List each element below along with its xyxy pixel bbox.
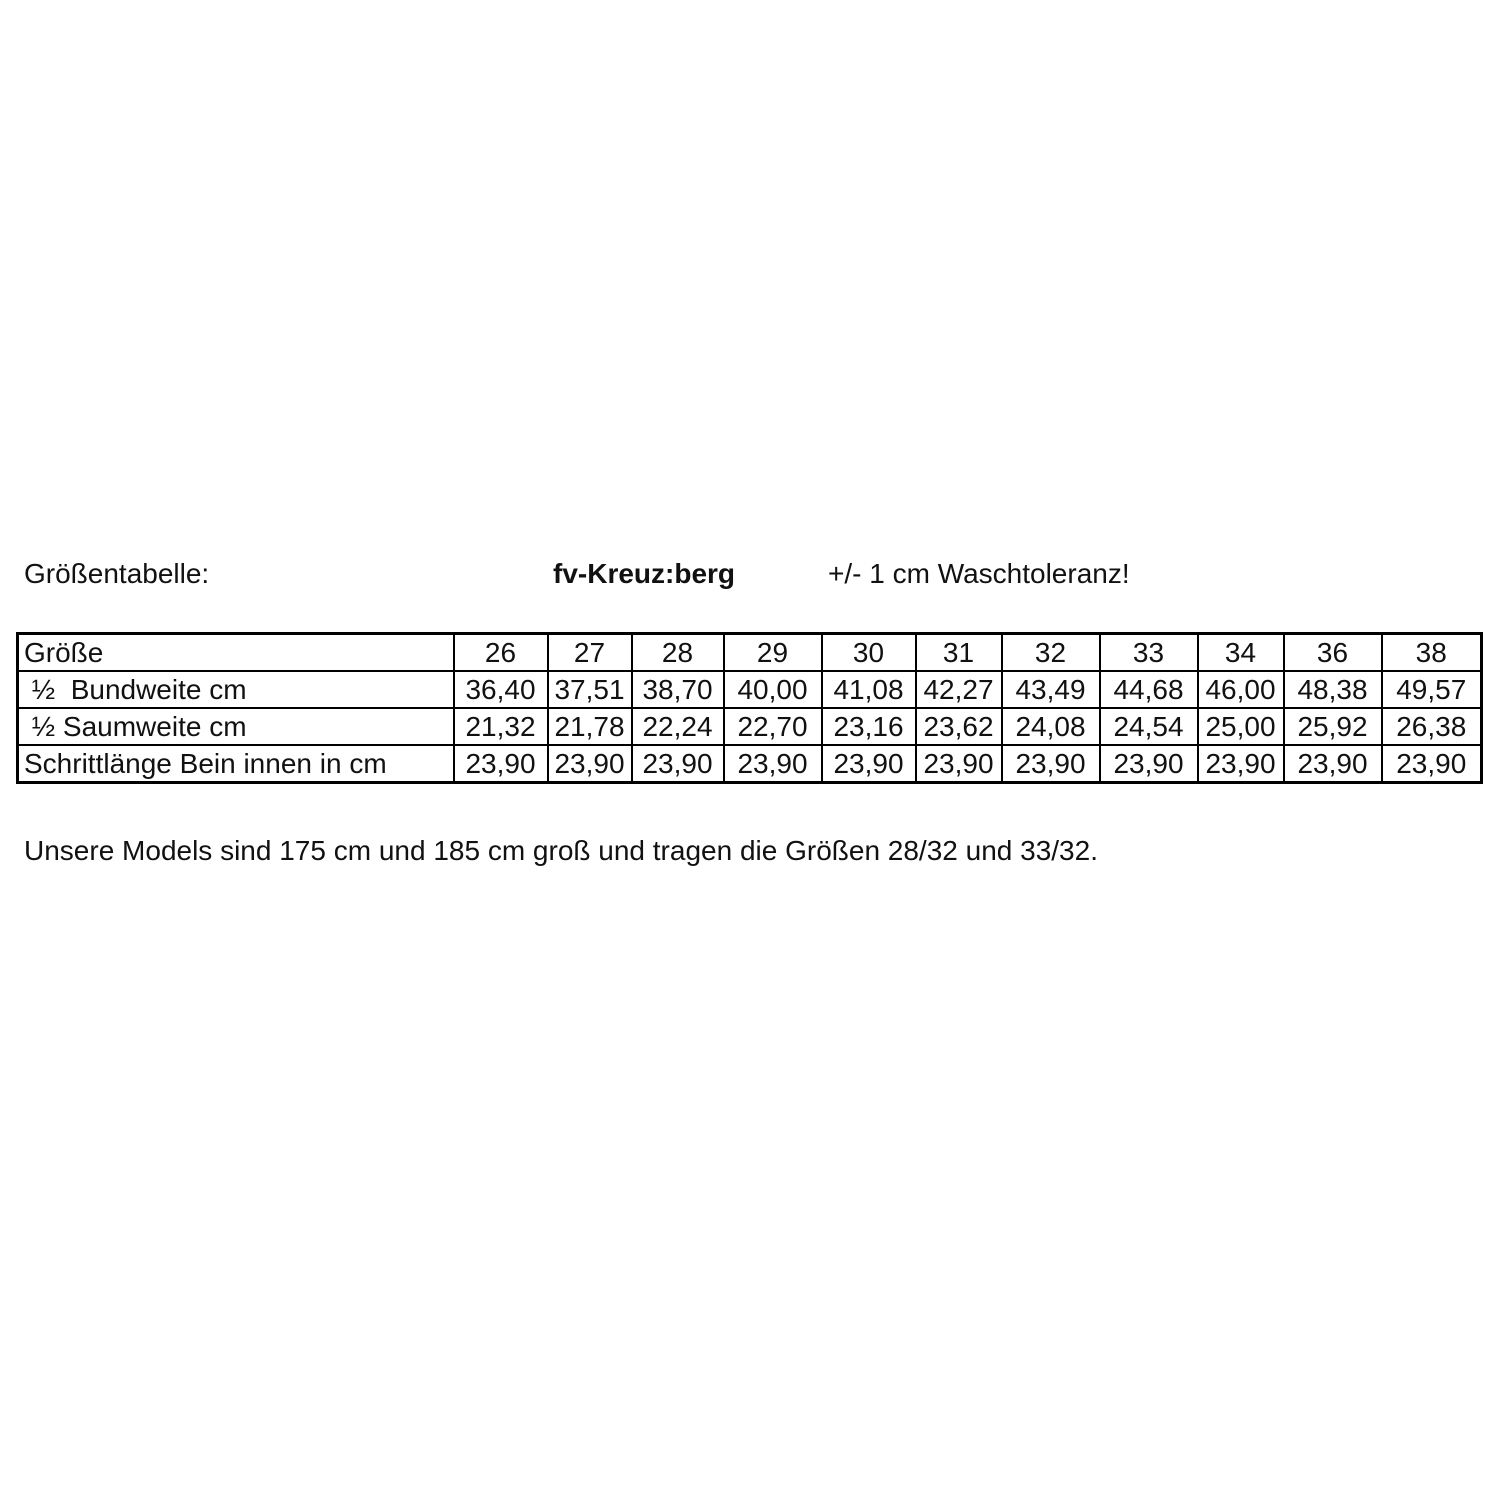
size-cell: 28 [632, 634, 724, 672]
table-row-waist [18, 671, 1482, 708]
size-cell: 26 [454, 634, 548, 672]
table-cell: 38,70 [632, 671, 724, 708]
table-cell: 23,62 [916, 708, 1002, 745]
table-cell: 23,90 [1002, 745, 1100, 783]
table-cell: 23,90 [1198, 745, 1284, 783]
size-cell: 29 [724, 634, 822, 672]
table-cell: 25,00 [1198, 708, 1284, 745]
table-cell: 42,27 [916, 671, 1002, 708]
table-cell: 23,90 [454, 745, 548, 783]
table-cell: 21,78 [548, 708, 632, 745]
table-cell: 43,49 [1002, 671, 1100, 708]
size-chart-title: Größentabelle: [24, 558, 210, 589]
table-cell: 46,00 [1198, 671, 1284, 708]
table-row-inseam [18, 745, 1482, 783]
size-cell: 27 [548, 634, 632, 672]
table-header-row [18, 634, 1482, 672]
models-footnote: Unsere Models sind 175 cm und 185 cm groß und tragen die Größen 28/32 und 33/32. [24, 835, 1098, 866]
table-cell: 49,57 [1382, 671, 1482, 708]
table-cell: 23,90 [822, 745, 916, 783]
table-cell: 48,38 [1284, 671, 1382, 708]
table-cell: 23,90 [1100, 745, 1198, 783]
table-cell: 36,40 [454, 671, 548, 708]
table-cell: 21,32 [454, 708, 548, 745]
table-cell: 23,90 [548, 745, 632, 783]
row-label: Schrittlänge Bein innen in cm [18, 745, 454, 783]
table-cell: 23,90 [1284, 745, 1382, 783]
table-cell: 23,90 [632, 745, 724, 783]
size-cell: 33 [1100, 634, 1198, 672]
table-cell: 24,54 [1100, 708, 1198, 745]
table-cell: 22,70 [724, 708, 822, 745]
size-cell: 30 [822, 634, 916, 672]
table-cell: 24,08 [1002, 708, 1100, 745]
table-cell: 44,68 [1100, 671, 1198, 708]
table-cell: 23,16 [822, 708, 916, 745]
size-cell: 34 [1198, 634, 1284, 672]
table-cell: 23,90 [916, 745, 1002, 783]
table-cell: 22,24 [632, 708, 724, 745]
table-cell: 23,90 [1382, 745, 1482, 783]
model-name: fv-Kreuz:berg [553, 558, 736, 589]
table-cell: 40,00 [724, 671, 822, 708]
size-cell: 36 [1284, 634, 1382, 672]
table-cell: 37,51 [548, 671, 632, 708]
row-label: ½ Bundweite cm [18, 671, 454, 708]
table-row-hem [18, 708, 1482, 745]
size-cell: 31 [916, 634, 1002, 672]
table-cell: 41,08 [822, 671, 916, 708]
table-cell: 23,90 [724, 745, 822, 783]
row-label: ½ Saumweite cm [18, 708, 454, 745]
table-cell: 25,92 [1284, 708, 1382, 745]
size-header-label: Größe [18, 634, 454, 672]
size-table [16, 632, 1483, 784]
wash-tolerance-note: +/- 1 cm Waschtoleranz! [828, 558, 1130, 589]
size-cell: 38 [1382, 634, 1482, 672]
table-cell: 26,38 [1382, 708, 1482, 745]
size-cell: 32 [1002, 634, 1100, 672]
